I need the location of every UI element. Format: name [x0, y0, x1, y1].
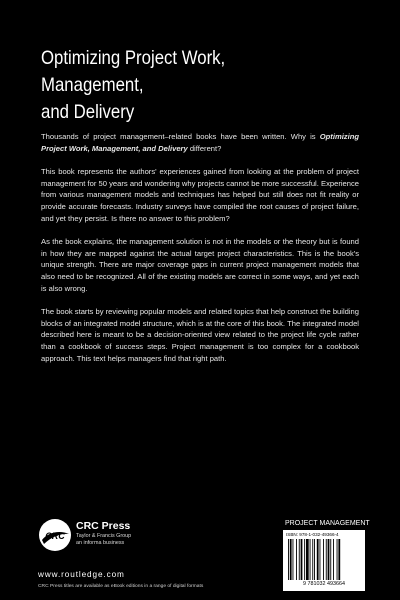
barcode-bar [330, 539, 331, 580]
crc-logo-icon [38, 518, 72, 552]
publisher-business: an informa business [76, 540, 125, 546]
blurb-paragraph-2: This book represents the authors' experiences gained from looking at the problem of project management for 50 years and wondering why projects cannot be more successful. Experience from various management models and techniques has helped but still does not fit reality or provide accurate forecasts. Industry surveys have compiled the root causes of project failure, and yet they persist. Is there no answer to this problem? [41, 167, 359, 223]
publisher-block [38, 518, 188, 558]
publisher-url: www.routledge.com [38, 570, 125, 579]
book-title [41, 45, 325, 126]
barcode-bar [314, 539, 315, 580]
barcode-bar [333, 539, 334, 580]
barcode-bar [306, 539, 309, 580]
barcode-bar [338, 539, 340, 580]
barcode-bar [301, 539, 303, 580]
barcode-bar [296, 539, 297, 580]
ebook-note: CRC Press titles are available as eBook editions in a range of digital formats [38, 584, 204, 589]
crc-logo-text: CRC [45, 531, 65, 541]
barcode-bar [326, 539, 327, 580]
barcode-bar [288, 539, 289, 580]
publisher-group: Taylor & Francis Group [76, 533, 132, 539]
category-label: PROJECT MANAGEMENT [285, 520, 370, 527]
publisher-name: CRC Press [76, 520, 131, 532]
blurb-paragraph-3: As the book explains, the management solution is not in the models or the theory but is found in how they are mapped against the actual target project characteristics. This is the book's unique strength. There are major coverage gaps in current project management models that also need to be recognized. All of the existing models are correct in some ways, and yet each is also wrong. [41, 237, 359, 293]
blurb-title-emphasis: Optimizing Project Work, Management, and Delivery [41, 132, 359, 153]
barcode-icon [288, 539, 360, 580]
barcode-bar [310, 539, 311, 580]
barcode-bar [328, 539, 330, 580]
barcode-number: 9 781032 493664 [303, 581, 345, 587]
barcode-bar [337, 539, 338, 580]
barcode-bar [320, 539, 321, 580]
blurb [41, 131, 359, 376]
isbn-text: ISBN: 978-1-032-49366-4 [286, 532, 339, 537]
blurb-paragraph-1: Thousands of project management–related books have been written. Why is Optimizing Project Work, Management, and Delivery different? [41, 132, 359, 153]
barcode-bar [304, 539, 305, 580]
title-line-1: Optimizing Project Work, Management, [41, 47, 226, 96]
barcode-bar [323, 539, 324, 580]
barcode-bar [293, 539, 294, 580]
barcode-bar [299, 539, 300, 580]
title-line-2: and Delivery [41, 101, 135, 123]
barcode-bar [317, 539, 319, 580]
barcode-bar [312, 539, 313, 580]
barcode-bar [290, 539, 292, 580]
barcode-panel [283, 530, 365, 591]
blurb-paragraph-4: The book starts by reviewing popular models and related topics that help construct the building blocks of an integrated model structure, which is at the core of this book. The integrated model described here is meant to be a decision-oriented view related to the project life cycle rather than a cookbook of success steps. Project management is too complex for a cookbook approach. This text helps managers find that right path. [41, 307, 359, 363]
